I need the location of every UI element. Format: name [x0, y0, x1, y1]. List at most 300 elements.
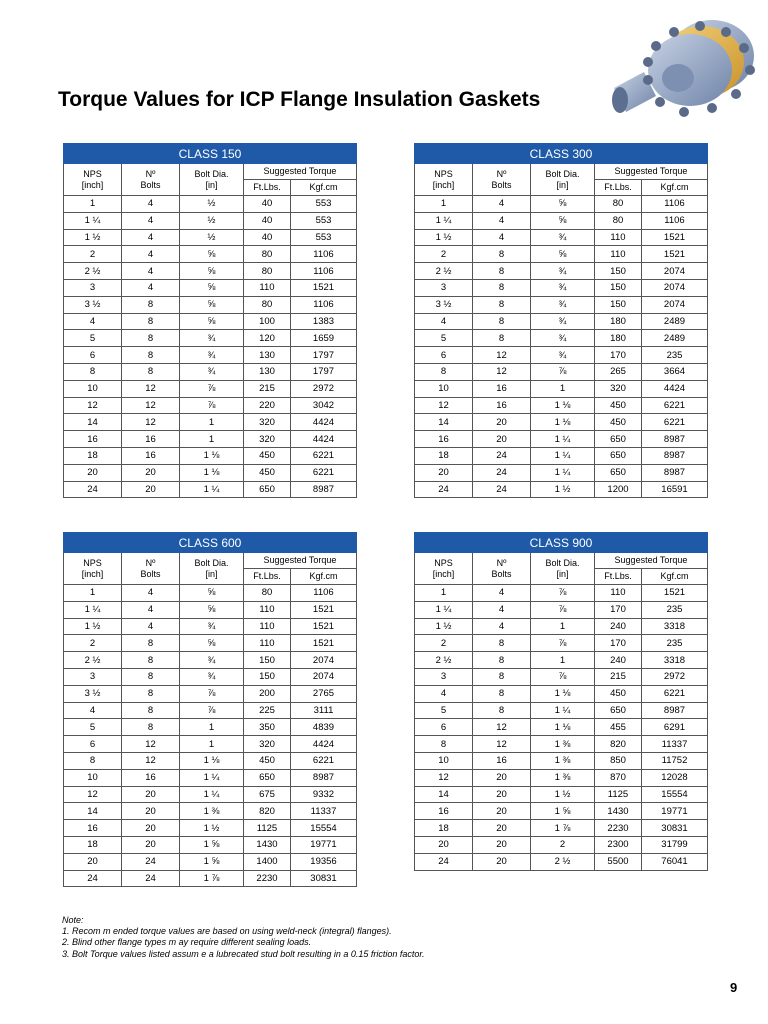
page-title: Torque Values for ICP Flange Insulation Gaskets [58, 88, 541, 111]
torque-table-class-600 [63, 532, 357, 887]
table-row [64, 786, 357, 803]
bolts-cell: 4 [473, 229, 531, 246]
bolt-dia-cell: ¾ [180, 330, 244, 347]
bolt-dia-cell: 2 [531, 836, 595, 853]
bolt-dia-cell: 1 ⅞ [531, 820, 595, 837]
table-row [64, 229, 357, 246]
table-row [64, 585, 357, 602]
nps-cell: 1 [64, 196, 122, 213]
class-header: CLASS 300 [415, 144, 708, 164]
nps-cell: 14 [64, 414, 122, 431]
nps-header-text: [inch] [81, 179, 104, 190]
bolts-cell: 8 [122, 330, 180, 347]
kgfcm-cell: 30831 [642, 820, 708, 837]
ftlbs-cell: 200 [244, 685, 291, 702]
bolts-cell: 12 [122, 414, 180, 431]
nps-cell: 2 [64, 246, 122, 263]
kgfcm-cell: 1106 [291, 585, 357, 602]
table-row [64, 652, 357, 669]
bolts-cell: 8 [473, 668, 531, 685]
nps-cell: 1 ½ [64, 229, 122, 246]
ftlbs-cell: 450 [595, 397, 642, 414]
bolt-dia-cell: ¾ [531, 229, 595, 246]
table-row [415, 668, 708, 685]
bolt-dia-cell: 1 ⅜ [531, 769, 595, 786]
nps-cell: 20 [415, 464, 473, 481]
ftlbs-cell: 225 [244, 702, 291, 719]
bolt-dia-cell: 1 [180, 736, 244, 753]
bolt-dia-cell: ⅝ [180, 279, 244, 296]
class-header: CLASS 900 [415, 533, 708, 553]
nps-cell: 5 [415, 330, 473, 347]
bolt-dia-cell: ¾ [180, 652, 244, 669]
ftlbs-cell: 40 [244, 196, 291, 213]
ftlbs-cell: 80 [595, 196, 642, 213]
bolt-dia-cell: ⅝ [180, 296, 244, 313]
bolts-cell: 4 [122, 212, 180, 229]
bolt-dia-cell: ¾ [531, 263, 595, 280]
nps-cell: 1 ¼ [415, 212, 473, 229]
kgfcm-cell: 2074 [291, 652, 357, 669]
kgfcm-cell: 553 [291, 212, 357, 229]
bolts-cell: 20 [122, 803, 180, 820]
bolts-cell: 4 [122, 279, 180, 296]
bolt-dia-cell: ⅝ [180, 313, 244, 330]
kgfcm-cell: 1797 [291, 347, 357, 364]
table-row [64, 836, 357, 853]
table-row [415, 786, 708, 803]
bolt-dia-cell: 1 ¼ [531, 464, 595, 481]
nps-cell: 12 [415, 769, 473, 786]
ftlbs-header [244, 569, 291, 585]
ftlbs-header [595, 569, 642, 585]
bolt-dia-cell: ¾ [531, 296, 595, 313]
bolts-cell: 4 [122, 246, 180, 263]
ftlbs-cell: 650 [595, 464, 642, 481]
table-row [415, 601, 708, 618]
ftlbs-cell: 110 [595, 229, 642, 246]
nps-cell: 3 [64, 668, 122, 685]
nps-header [415, 164, 473, 196]
ftlbs-cell: 110 [595, 246, 642, 263]
bolt-dia-cell: 1 ⅞ [180, 870, 244, 887]
kgfcm-cell: 3111 [291, 702, 357, 719]
nps-cell: 16 [64, 820, 122, 837]
nps-cell: 3 [415, 668, 473, 685]
bolts-cell: 12 [473, 347, 531, 364]
kgfcm-cell: 6221 [642, 685, 708, 702]
table-row [64, 668, 357, 685]
table-row [415, 263, 708, 280]
bolt-dia-cell: 1 ¼ [180, 786, 244, 803]
kgfcm-cell: 11752 [642, 752, 708, 769]
bolt-dia-header-text: [in] [556, 568, 569, 579]
ftlbs-cell: 675 [244, 786, 291, 803]
kgfcm-header-text: Kgf.cm [660, 182, 689, 192]
table-row [64, 853, 357, 870]
ftlbs-cell: 240 [595, 652, 642, 669]
table-row [415, 212, 708, 229]
kgfcm-cell: 15554 [642, 786, 708, 803]
bolts-cell: 20 [122, 786, 180, 803]
kgfcm-cell: 2765 [291, 685, 357, 702]
bolt-dia-cell: ⅝ [180, 601, 244, 618]
nps-cell: 2 ½ [415, 263, 473, 280]
kgfcm-cell: 2074 [642, 263, 708, 280]
bolts-cell: 8 [473, 685, 531, 702]
nps-cell: 1 [415, 196, 473, 213]
ftlbs-cell: 80 [244, 296, 291, 313]
bolts-cell: 12 [473, 736, 531, 753]
table-row [64, 685, 357, 702]
kgfcm-cell: 19771 [642, 803, 708, 820]
suggested-torque-header-text: Suggested Torque [263, 166, 337, 176]
table-row [415, 635, 708, 652]
bolts-cell: 4 [122, 601, 180, 618]
ftlbs-cell: 150 [595, 296, 642, 313]
kgfcm-cell: 31799 [642, 836, 708, 853]
ftlbs-cell: 110 [595, 585, 642, 602]
ftlbs-cell: 5500 [595, 853, 642, 870]
torque-table-class-300 [414, 143, 708, 498]
ftlbs-cell: 110 [244, 618, 291, 635]
table-row [64, 601, 357, 618]
bolts-cell: 8 [473, 246, 531, 263]
table-row [415, 836, 708, 853]
notes [62, 915, 425, 960]
bolts-cell: 4 [473, 601, 531, 618]
bolts-cell: 20 [473, 853, 531, 870]
kgfcm-cell: 1383 [291, 313, 357, 330]
nps-cell: 8 [64, 752, 122, 769]
nps-cell: 18 [64, 836, 122, 853]
kgfcm-cell: 6221 [642, 397, 708, 414]
nps-cell: 3 ½ [415, 296, 473, 313]
ftlbs-cell: 450 [244, 447, 291, 464]
bolts-cell: 20 [122, 464, 180, 481]
suggested-torque-header [244, 553, 357, 569]
ftlbs-cell: 1430 [244, 836, 291, 853]
table-row [64, 414, 357, 431]
ftlbs-cell: 320 [244, 431, 291, 448]
bolts-cell: 24 [122, 870, 180, 887]
ftlbs-header-text: Ft.Lbs. [604, 571, 632, 581]
kgfcm-cell: 11337 [642, 736, 708, 753]
kgfcm-cell: 8987 [642, 447, 708, 464]
kgfcm-cell: 8987 [642, 431, 708, 448]
bolts-cell: 4 [473, 196, 531, 213]
bolt-dia-cell: ⅝ [180, 263, 244, 280]
table-row [415, 447, 708, 464]
bolts-cell: 8 [122, 363, 180, 380]
bolts-header [122, 553, 180, 585]
bolts-cell: 8 [473, 635, 531, 652]
table-row [415, 246, 708, 263]
kgfcm-cell: 1521 [291, 618, 357, 635]
nps-header-text: [inch] [432, 179, 455, 190]
bolts-cell: 20 [122, 836, 180, 853]
bolt-dia-cell: ¾ [531, 313, 595, 330]
ftlbs-cell: 150 [244, 652, 291, 669]
nps-cell: 1 ¼ [415, 601, 473, 618]
table-row [415, 347, 708, 364]
bolt-dia-cell: 1 [531, 618, 595, 635]
bolt-dia-cell: 1 ¼ [531, 431, 595, 448]
kgfcm-cell: 1106 [642, 212, 708, 229]
bolt-dia-cell: ¾ [180, 347, 244, 364]
table-row [64, 380, 357, 397]
note-1: 1. Recom m ended torque values are based on using weld-neck (integral) flanges). [62, 926, 392, 937]
bolts-cell: 24 [473, 464, 531, 481]
bolts-header-text: Bolts [491, 179, 512, 190]
nps-cell: 10 [64, 380, 122, 397]
ftlbs-cell: 150 [244, 668, 291, 685]
kgfcm-cell: 3318 [642, 618, 708, 635]
kgfcm-cell: 30831 [291, 870, 357, 887]
kgfcm-cell: 6221 [291, 447, 357, 464]
table-row [415, 585, 708, 602]
table-row [64, 635, 357, 652]
ftlbs-header-text: Ft.Lbs. [253, 182, 281, 192]
ftlbs-cell: 1125 [244, 820, 291, 837]
bolt-dia-cell: 1 ⅜ [180, 803, 244, 820]
bolts-cell: 8 [473, 652, 531, 669]
kgfcm-cell: 2489 [642, 313, 708, 330]
bolts-cell: 20 [473, 836, 531, 853]
bolts-cell: 16 [473, 397, 531, 414]
kgfcm-cell: 1521 [291, 279, 357, 296]
bolt-dia-cell: 1 ⅛ [531, 414, 595, 431]
nps-header-text: NPS [434, 557, 453, 568]
kgfcm-cell: 2074 [642, 296, 708, 313]
ftlbs-cell: 220 [244, 397, 291, 414]
bolts-cell: 8 [473, 330, 531, 347]
kgfcm-cell: 6221 [291, 752, 357, 769]
nps-cell: 3 [415, 279, 473, 296]
table-row [64, 347, 357, 364]
nps-cell: 14 [415, 414, 473, 431]
nps-cell: 10 [415, 752, 473, 769]
table-row [64, 313, 357, 330]
kgfcm-cell: 19771 [291, 836, 357, 853]
kgfcm-cell: 4839 [291, 719, 357, 736]
bolt-dia-cell: ⅞ [531, 585, 595, 602]
bolts-header-text: Nº [496, 557, 507, 568]
nps-cell: 2 [64, 635, 122, 652]
bolt-dia-cell: 1 [531, 380, 595, 397]
ftlbs-cell: 650 [595, 447, 642, 464]
kgfcm-cell: 1521 [291, 601, 357, 618]
ftlbs-cell: 2300 [595, 836, 642, 853]
nps-cell: 4 [415, 685, 473, 702]
nps-cell: 12 [64, 397, 122, 414]
nps-cell: 24 [64, 481, 122, 498]
ftlbs-cell: 130 [244, 347, 291, 364]
nps-cell: 5 [64, 330, 122, 347]
bolts-cell: 8 [473, 263, 531, 280]
bolt-dia-header-text: [in] [205, 568, 218, 579]
nps-cell: 12 [64, 786, 122, 803]
ftlbs-cell: 265 [595, 363, 642, 380]
table-row [415, 229, 708, 246]
nps-cell: 1 [64, 585, 122, 602]
kgfcm-cell: 1106 [291, 263, 357, 280]
table-row [64, 464, 357, 481]
ftlbs-cell: 150 [595, 263, 642, 280]
bolt-dia-header [180, 553, 244, 585]
table-row [415, 736, 708, 753]
kgfcm-header [291, 180, 357, 196]
bolts-header-text: Bolts [491, 568, 512, 579]
ftlbs-cell: 820 [244, 803, 291, 820]
bolt-dia-header-text: Bolt Dia. [194, 557, 229, 568]
bolts-cell: 20 [473, 803, 531, 820]
nps-header-text: NPS [83, 168, 102, 179]
nps-cell: 2 ½ [64, 263, 122, 280]
nps-cell: 14 [415, 786, 473, 803]
table-row [64, 212, 357, 229]
kgfcm-cell: 6291 [642, 719, 708, 736]
table-row [415, 803, 708, 820]
kgfcm-cell: 3664 [642, 363, 708, 380]
bolts-cell: 8 [122, 719, 180, 736]
nps-header [415, 553, 473, 585]
bolt-dia-cell: ¾ [180, 363, 244, 380]
kgfcm-cell: 1106 [291, 246, 357, 263]
bolt-dia-cell: 1 ⅛ [180, 447, 244, 464]
table-row [415, 702, 708, 719]
bolts-cell: 20 [473, 769, 531, 786]
ftlbs-cell: 320 [595, 380, 642, 397]
bolts-cell: 4 [122, 196, 180, 213]
ftlbs-cell: 170 [595, 347, 642, 364]
ftlbs-cell: 650 [595, 431, 642, 448]
table-row [64, 719, 357, 736]
nps-cell: 2 ½ [415, 652, 473, 669]
table-row [64, 246, 357, 263]
bolts-cell: 16 [473, 752, 531, 769]
bolt-dia-cell: ⅞ [531, 668, 595, 685]
table-row [64, 618, 357, 635]
bolts-header-text: Bolts [140, 179, 161, 190]
nps-cell: 8 [415, 363, 473, 380]
nps-cell: 16 [415, 431, 473, 448]
ftlbs-cell: 1125 [595, 786, 642, 803]
bolts-cell: 12 [122, 736, 180, 753]
ftlbs-cell: 450 [244, 752, 291, 769]
ftlbs-cell: 180 [595, 313, 642, 330]
nps-cell: 4 [64, 702, 122, 719]
table-row [64, 279, 357, 296]
ftlbs-cell: 170 [595, 635, 642, 652]
bolt-dia-cell: ¾ [531, 347, 595, 364]
bolts-header-text: Nº [496, 168, 507, 179]
kgfcm-cell: 4424 [291, 414, 357, 431]
notes-heading: Note: [62, 915, 84, 925]
kgfcm-cell: 2074 [642, 279, 708, 296]
nps-cell: 14 [64, 803, 122, 820]
nps-cell: 8 [64, 363, 122, 380]
suggested-torque-header-text: Suggested Torque [263, 555, 337, 565]
bolts-cell: 4 [122, 263, 180, 280]
nps-cell: 1 [415, 585, 473, 602]
kgfcm-cell: 3318 [642, 652, 708, 669]
kgfcm-cell: 1521 [642, 229, 708, 246]
bolts-header [122, 164, 180, 196]
bolts-cell: 4 [473, 212, 531, 229]
bolt-dia-cell: 1 ⅛ [531, 397, 595, 414]
bolt-dia-cell: ⅝ [180, 246, 244, 263]
table-row [64, 803, 357, 820]
bolts-cell: 8 [122, 296, 180, 313]
table-row [64, 196, 357, 213]
table-row [415, 414, 708, 431]
ftlbs-cell: 240 [595, 618, 642, 635]
nps-header [64, 164, 122, 196]
nps-cell: 3 ½ [64, 685, 122, 702]
bolt-dia-cell: 1 ⅜ [531, 736, 595, 753]
table-row [415, 313, 708, 330]
ftlbs-cell: 320 [244, 736, 291, 753]
bolt-dia-cell: ⅞ [180, 702, 244, 719]
bolt-dia-cell: 1 ⅝ [180, 836, 244, 853]
bolt-dia-cell: ⅝ [531, 196, 595, 213]
bolt-dia-cell: 1 ¼ [531, 447, 595, 464]
kgfcm-cell: 235 [642, 601, 708, 618]
bolt-dia-cell: 1 ⅛ [531, 685, 595, 702]
ftlbs-cell: 215 [595, 668, 642, 685]
bolts-header-text: Nº [145, 168, 156, 179]
ftlbs-cell: 320 [244, 414, 291, 431]
ftlbs-cell: 1200 [595, 481, 642, 498]
nps-cell: 6 [415, 347, 473, 364]
bolts-cell: 20 [473, 431, 531, 448]
table-row [415, 618, 708, 635]
nps-cell: 2 ½ [64, 652, 122, 669]
nps-cell: 6 [415, 719, 473, 736]
ftlbs-cell: 80 [244, 246, 291, 263]
nps-cell: 4 [415, 313, 473, 330]
bolt-dia-header-text: Bolt Dia. [545, 168, 580, 179]
bolts-cell: 4 [473, 585, 531, 602]
bolts-header-text: Nº [145, 557, 156, 568]
suggested-torque-header-text: Suggested Torque [614, 166, 688, 176]
kgfcm-cell: 8987 [642, 702, 708, 719]
nps-cell: 1 ¼ [64, 601, 122, 618]
bolts-cell: 20 [122, 481, 180, 498]
nps-cell: 2 [415, 635, 473, 652]
kgfcm-cell: 553 [291, 196, 357, 213]
bolts-cell: 12 [122, 752, 180, 769]
bolts-cell: 16 [122, 447, 180, 464]
bolt-dia-cell: ¾ [180, 668, 244, 685]
note-3: 3. Bolt Torque values listed assum e a lubrecated stud bolt resulting in a 0.15 friction factor. [62, 948, 425, 959]
ftlbs-header-text: Ft.Lbs. [604, 182, 632, 192]
bolt-dia-cell: 1 ⅛ [531, 719, 595, 736]
ftlbs-cell: 100 [244, 313, 291, 330]
bolt-dia-cell: ⅞ [531, 635, 595, 652]
ftlbs-cell: 110 [244, 635, 291, 652]
nps-cell: 4 [64, 313, 122, 330]
bolt-dia-cell: 1 [531, 652, 595, 669]
kgfcm-cell: 4424 [291, 736, 357, 753]
ftlbs-cell: 1400 [244, 853, 291, 870]
nps-cell: 5 [64, 719, 122, 736]
kgfcm-cell: 2972 [642, 668, 708, 685]
nps-cell: 6 [64, 736, 122, 753]
table-row [64, 820, 357, 837]
suggested-torque-header [595, 164, 708, 180]
